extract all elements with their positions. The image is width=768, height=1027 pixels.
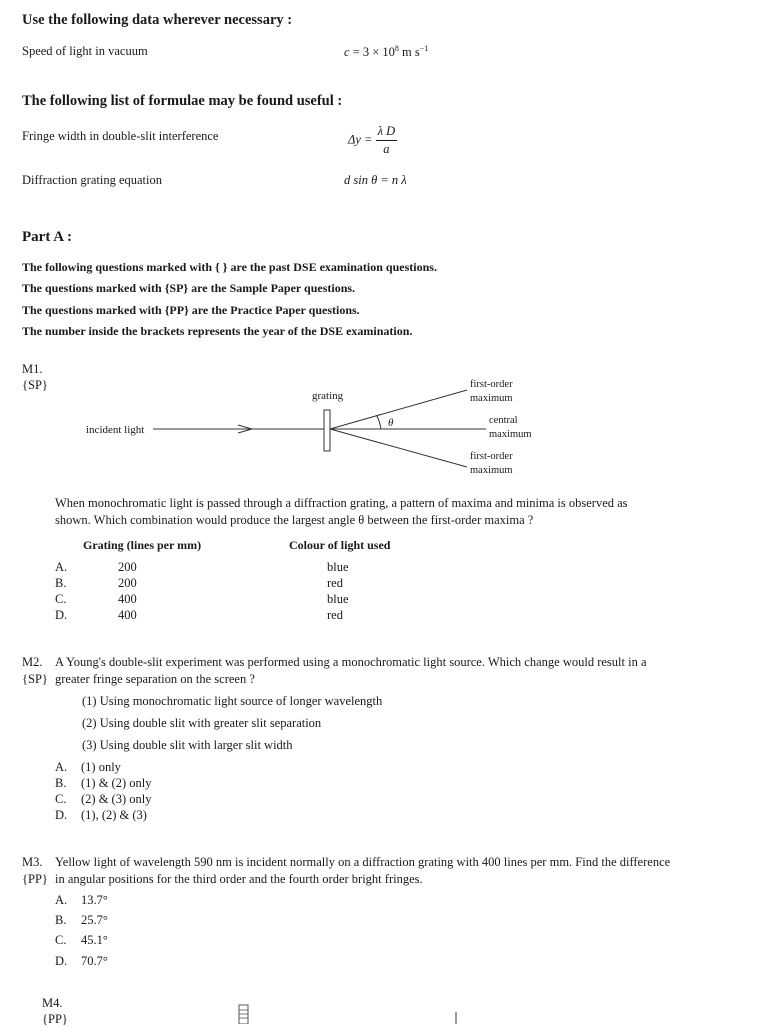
option-letter: C. (55, 792, 67, 806)
m2-statement-1: (1) Using monochromatic light source of longer wavelength (82, 694, 383, 708)
m1-option-a-grating: 200 (118, 560, 137, 574)
m3-number: M3. (22, 855, 43, 869)
grating-formula: d sin θ = n λ (344, 173, 407, 187)
fringe-lhs: Δy = (348, 132, 373, 147)
m3-question-line-1: Yellow light of wavelength 590 nm is incident normally on a diffraction grating with 400 lines per mm. Find the difference (55, 855, 671, 869)
m3-tag: {PP} (22, 872, 48, 886)
label-first-order-top-1: first-order (470, 379, 513, 390)
m1-question-line-2: shown. Which combination would produce the largest angle θ between the first-order maxima ? (55, 513, 534, 527)
option-text: (1) & (2) only (81, 776, 152, 790)
m2-tag: {SP} (22, 672, 48, 686)
m1-option-d-letter: D. (55, 608, 68, 622)
m3-option-b (55, 913, 108, 928)
m4-number: M4. (42, 996, 63, 1010)
option-text: 13.7° (81, 893, 108, 907)
m1-option-c-grating: 400 (118, 592, 137, 606)
option-text: 45.1° (81, 933, 108, 947)
speed-equation: = 3 × 10 (349, 45, 395, 60)
m3-option-c (55, 933, 108, 948)
m1-option-d-colour: red (327, 608, 343, 622)
option-text: (1) only (81, 760, 121, 774)
m1-diagram (0, 0, 768, 490)
m2-number: M2. (22, 655, 43, 669)
m2-statement-3: (3) Using double slit with larger slit width (82, 738, 293, 752)
diagram-incident-label: incident light (86, 424, 145, 436)
m2-statement-2: (2) Using double slit with greater slit separation (82, 716, 322, 730)
instruction-4: The number inside the brackets represents the year of the DSE examination. (22, 324, 413, 338)
m2-option-c (55, 792, 151, 807)
m1-option-b-colour: red (327, 576, 343, 590)
diagram-theta: θ (388, 417, 394, 429)
m4-tag: {PP} (42, 1012, 68, 1026)
option-letter: A. (55, 760, 68, 774)
m1-option-a-letter: A. (55, 560, 68, 574)
m1-option-b-letter: B. (55, 576, 67, 590)
option-text: 25.7° (81, 913, 108, 927)
speed-unit: m s (398, 45, 420, 60)
speed-unit-exponent: −1 (419, 44, 429, 53)
option-text: 70.7° (81, 954, 108, 968)
first-order-ray-top (330, 390, 467, 429)
fringe-numerator: λ D (376, 124, 398, 141)
option-letter: B. (55, 776, 67, 790)
instruction-1: The following questions marked with { } are the past DSE examination questions. (22, 260, 437, 274)
option-letter: D. (55, 954, 68, 968)
fringe-label: Fringe width in double-slit interference (22, 129, 219, 143)
speed-symbol: c (344, 45, 350, 60)
option-letter: B. (55, 913, 67, 927)
m1-col1-header: Grating (lines per mm) (83, 538, 202, 552)
label-first-order-bottom-2: maximum (470, 465, 513, 476)
data-heading: Use the following data wherever necessary : (22, 12, 293, 28)
grating-plate (324, 410, 330, 451)
m1-tag: {SP} (22, 378, 48, 392)
m1-number: M1. (22, 362, 43, 376)
label-central-1: central (489, 415, 518, 426)
m2-question-line-2: greater fringe separation on the screen ? (55, 672, 255, 686)
m2-option-d (55, 808, 147, 823)
diagram-grating-label: grating (312, 390, 344, 402)
m1-option-b-grating: 200 (118, 576, 137, 590)
m3-option-d (55, 954, 108, 969)
label-central-2: maximum (489, 429, 532, 440)
m1-option-a-colour: blue (327, 560, 349, 574)
label-first-order-bottom-1: first-order (470, 451, 513, 462)
option-letter: C. (55, 933, 67, 947)
m1-question-line-1: When monochromatic light is passed through a diffraction grating, a pattern of maxima and minima is observed as (55, 496, 628, 510)
m2-question-line-1: A Young's double-slit experiment was performed using a monochromatic light source. Which change would result in a (55, 655, 647, 669)
option-letter: D. (55, 808, 68, 822)
option-text: (2) & (3) only (81, 792, 152, 806)
speed-exponent: 8 (394, 44, 399, 53)
grating-label: Diffraction grating equation (22, 173, 163, 187)
part-heading: Part A : (22, 229, 72, 245)
m3-question-line-2: in angular positions for the third order and the fourth order bright fringes. (55, 872, 423, 886)
m1-option-c-colour: blue (327, 592, 349, 606)
m4-diagram-screen-fragment (452, 1010, 460, 1024)
option-letter: A. (55, 893, 68, 907)
m2-option-b (55, 776, 151, 791)
angle-arc (377, 416, 381, 429)
speed-label: Speed of light in vacuum (22, 44, 148, 58)
instruction-3: The questions marked with {PP} are the Practice Paper questions. (22, 303, 360, 317)
instruction-2: The questions marked with {SP} are the Sample Paper questions. (22, 281, 356, 295)
m1-option-c-letter: C. (55, 592, 67, 606)
m3-option-a (55, 893, 108, 908)
m1-col2-header: Colour of light used (289, 538, 391, 552)
option-text: (1), (2) & (3) (81, 808, 147, 822)
first-order-ray-bottom (330, 429, 467, 467)
fringe-denominator: a (383, 142, 390, 156)
m1-option-d-grating: 400 (118, 608, 137, 622)
m2-option-a (55, 760, 121, 775)
m4-diagram-grating-fragment (238, 1004, 250, 1024)
label-first-order-top-2: maximum (470, 393, 513, 404)
formula-heading: The following list of formulae may be found useful : (22, 93, 343, 109)
